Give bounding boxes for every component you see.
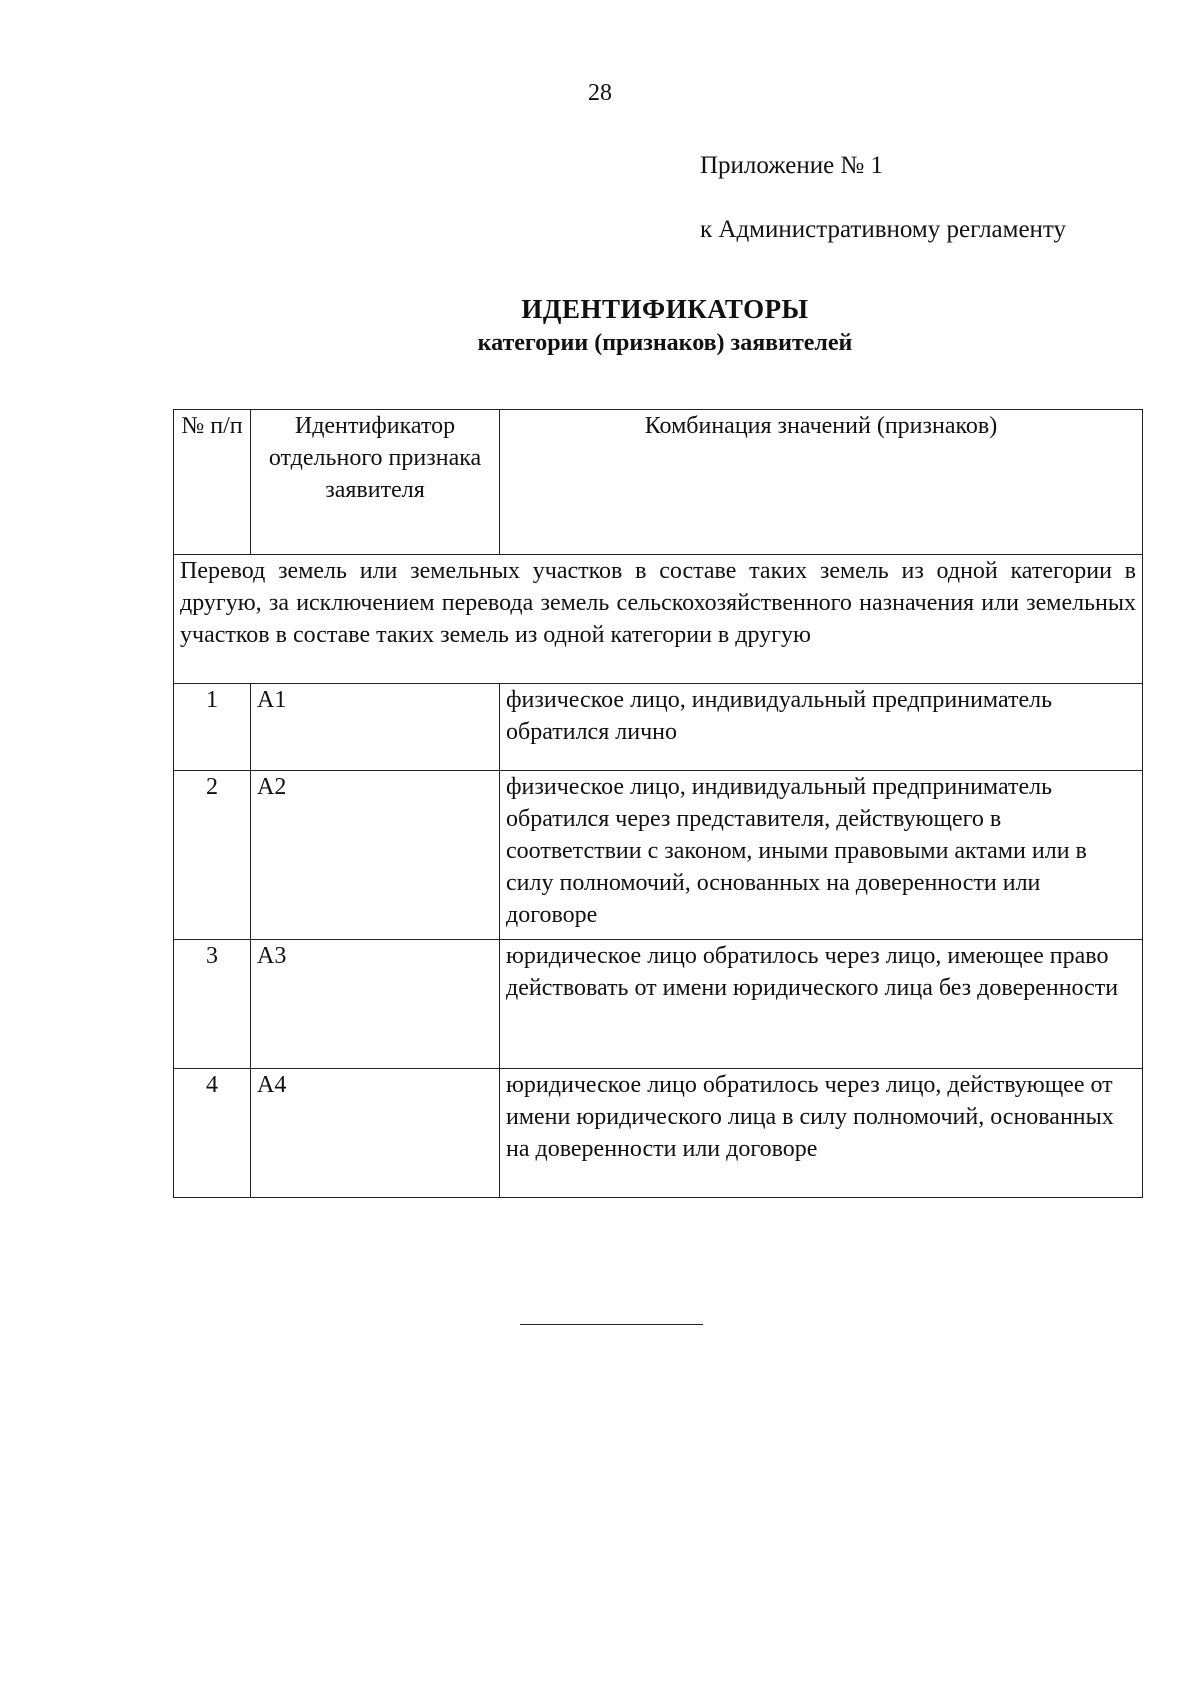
row-number: 3 bbox=[174, 940, 251, 1069]
row-combination: физическое лицо, индивидуальный предприниматель обратился через представителя, действующего в соответствии с законом, иными правовыми актами или в силу полномочий, основанных на доверенности или договоре bbox=[500, 771, 1143, 940]
appendix-number-label: Приложение № 1 bbox=[700, 152, 884, 179]
table-header-row bbox=[174, 410, 1143, 555]
table-section-row bbox=[174, 555, 1143, 684]
document-subtitle: категории (признаков) заявителей bbox=[477, 330, 853, 356]
row-number: 1 bbox=[174, 684, 251, 771]
row-number: 2 bbox=[174, 771, 251, 940]
document-title: ИДЕНТИФИКАТОРЫ bbox=[521, 294, 809, 324]
appendix-to-label: к Административному регламенту bbox=[700, 216, 1067, 243]
table-row bbox=[174, 1069, 1143, 1198]
table-row bbox=[174, 940, 1143, 1069]
identifiers-table bbox=[173, 409, 1143, 1198]
row-combination: физическое лицо, индивидуальный предприниматель обратился лично bbox=[500, 684, 1143, 771]
section-title: Перевод земель или земельных участков в составе таких земель из одной категории в другую, за исключением перевода земель сельскохозяйственного назначения или земельных участков в составе таких земель из одной категории в другую bbox=[174, 555, 1143, 684]
row-identifier: А4 bbox=[251, 1069, 500, 1198]
page-number: 28 bbox=[588, 80, 612, 106]
header-identifier: Идентификатор отдельного признака заявителя bbox=[251, 410, 500, 555]
table-row bbox=[174, 771, 1143, 940]
row-combination: юридическое лицо обратилось через лицо, имеющее право действовать от имени юридического лица без доверенности bbox=[500, 940, 1143, 1069]
header-number: № п/п bbox=[174, 410, 251, 555]
end-divider-line bbox=[520, 1324, 703, 1325]
row-combination: юридическое лицо обратилось через лицо, действующее от имени юридического лица в силу полномочий, основанных на доверенности или договоре bbox=[500, 1069, 1143, 1198]
row-number: 4 bbox=[174, 1069, 251, 1198]
header-combination: Комбинация значений (признаков) bbox=[500, 410, 1143, 555]
row-identifier: А1 bbox=[251, 684, 500, 771]
row-identifier: А2 bbox=[251, 771, 500, 940]
row-identifier: А3 bbox=[251, 940, 500, 1069]
table-row bbox=[174, 684, 1143, 771]
